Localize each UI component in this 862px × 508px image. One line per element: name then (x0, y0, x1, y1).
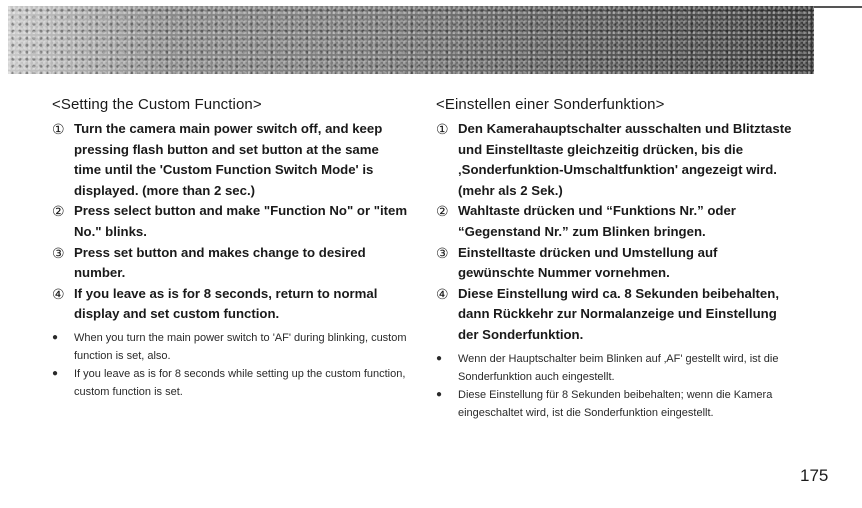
english-note-1 (52, 329, 408, 365)
german-step-3 (436, 243, 792, 284)
bullet-icon: ● (436, 352, 443, 364)
note-text: Diese Einstellung für 8 Sekunden beibehalten; wenn die Kamera eingeschaltet wird, ist die Sonderfunktion eingestellt. (458, 388, 773, 419)
step-text: Press select button and make "Function No" or "item No." blinks. (74, 203, 408, 239)
german-note-2 (436, 386, 792, 422)
step-text: If you leave as is for 8 seconds, return to normal display and set custom function. (74, 285, 378, 322)
bullet-icon: ● (52, 367, 59, 379)
english-note-2 (52, 365, 408, 401)
header-banner-image (8, 6, 814, 74)
english-step-3 (52, 243, 408, 284)
step-number: ① (436, 121, 449, 137)
note-text: Wenn der Hauptschalter beim Blinken auf ‚AF' gestellt wird, ist die Sonderfunktion auch eingestellt. (458, 352, 779, 383)
step-number: ① (52, 121, 65, 137)
german-column (436, 96, 792, 422)
step-number: ② (436, 203, 449, 220)
page-number: 175 (800, 466, 829, 485)
note-text: When you turn the main power switch to 'AF' during blinking, custom function is set, also. (74, 331, 407, 362)
english-step-2 (52, 201, 408, 242)
german-heading: <Einstellen einer Sonderfunktion> (436, 96, 665, 113)
bullet-icon: ● (436, 388, 443, 400)
english-notes (52, 329, 408, 401)
step-number: ② (52, 203, 65, 220)
step-text: Diese Einstellung wird ca. 8 Sekunden beibehalten, dann Rückkehr zur Normalanzeige und Einstellung der Sonderfunktion. (458, 285, 779, 342)
step-number: ③ (436, 244, 449, 261)
step-text: Den Kamerahauptschalter ausschalten und Blitztaste und Einstelltaste gleichzeitig drücken, bis die ‚Sonderfunktion-Umschaltfunktion' angezeigt wird. (mehr als 2 Sek.) (458, 121, 792, 198)
german-notes (436, 350, 792, 422)
german-step-2 (436, 201, 792, 242)
banner-edge-line (814, 6, 862, 8)
german-note-1 (436, 350, 792, 386)
german-step-4 (436, 284, 792, 346)
step-text: Turn the camera main power switch off, and keep pressing flash button and set button at the same time until the 'Custom Function Switch Mode' is displayed. (more than 2 sec.) (74, 121, 383, 198)
step-number: ③ (52, 244, 65, 261)
step-number: ④ (436, 285, 449, 302)
german-step-1 (436, 119, 792, 201)
english-column (52, 96, 408, 401)
note-text: If you leave as is for 8 seconds while setting up the custom function, custom function is set. (74, 367, 406, 398)
step-text: Einstelltaste drücken und Umstellung auf gewünschte Nummer vornehmen. (458, 244, 718, 281)
step-text: Press set button and makes change to desired number. (74, 244, 366, 281)
step-number: ④ (52, 285, 65, 302)
bullet-icon: ● (52, 331, 59, 343)
english-heading: <Setting the Custom Function> (52, 96, 262, 113)
step-text: Wahltaste drücken und “Funktions Nr.” oder “Gegenstand Nr.” zum Blinken bringen. (458, 203, 736, 239)
english-step-1 (52, 119, 408, 201)
english-step-4 (52, 284, 408, 325)
